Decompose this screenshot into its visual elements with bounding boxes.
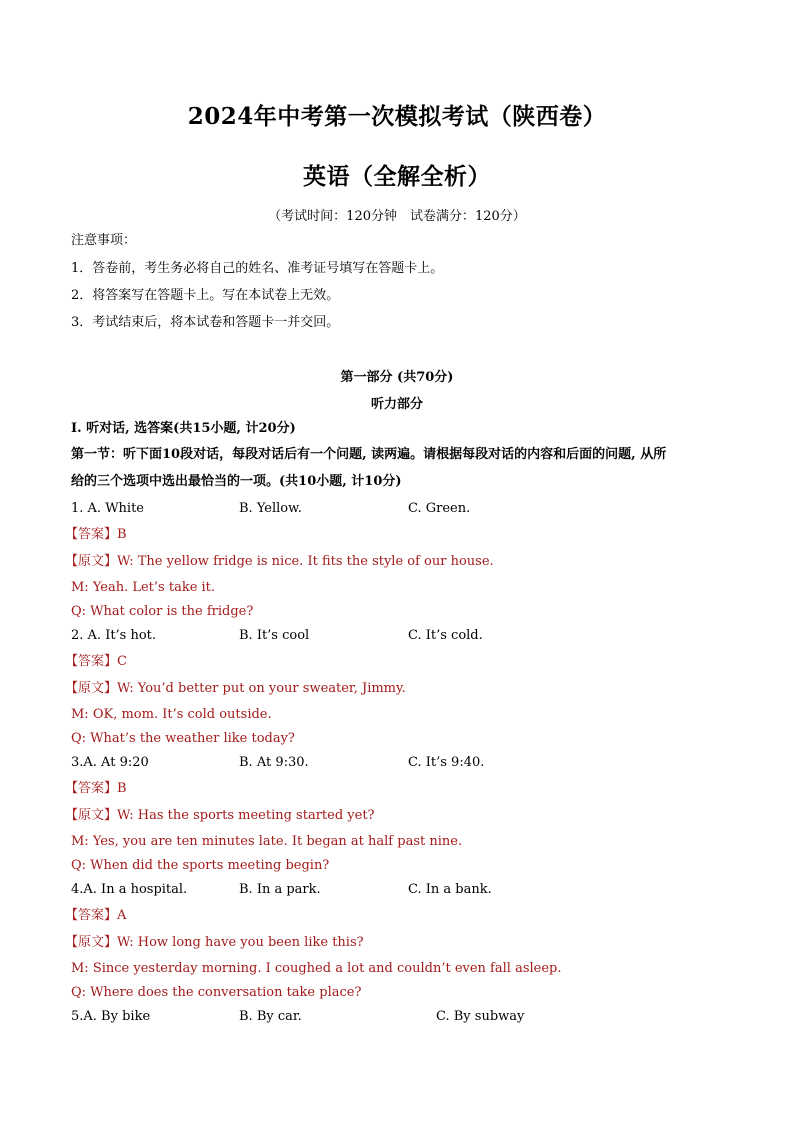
section-instruction-2: 给的三个选项中选出最恰当的一项。(共10小题, 计10分) <box>71 474 402 489</box>
q4-option-b: B. In a park. <box>239 882 321 897</box>
q1-transcript-w <box>65 554 494 570</box>
transcript-label: 【原文】 <box>65 554 118 569</box>
q4-transcript-w-text: W: How long have you been like this? <box>117 935 364 950</box>
q2-option-c: C. It’s cold. <box>408 628 483 643</box>
q1-option-b: B. Yellow. <box>239 501 302 516</box>
q1-transcript-w-text: W: The yellow fridge is nice. It fits the style of our house. <box>117 554 494 569</box>
exam-title: 2024年中考第一次模拟考试（陕西卷） <box>187 103 607 130</box>
q5-option-a: 5.A. By bike <box>71 1009 151 1024</box>
q3-transcript-w <box>65 808 375 824</box>
transcript-label: 【原文】 <box>65 808 118 823</box>
q3-transcript-m: M: Yes, you are ten minutes late. It began at half past nine. <box>71 834 463 849</box>
part-subtitle: 听力部分 <box>370 397 423 412</box>
note-item-1: 1．答卷前，考生务必将自己的姓名、准考证号填写在答题卡上。 <box>71 261 444 276</box>
answer-label: 【答案】 <box>65 654 118 669</box>
q1-option-c: C. Green. <box>408 501 471 516</box>
transcript-label: 【原文】 <box>65 681 118 696</box>
notes-heading: 注意事项： <box>71 233 137 248</box>
answer-label: 【答案】 <box>65 908 118 923</box>
subject-title: 英语（全解全析） <box>303 163 491 190</box>
q4-answer <box>65 908 127 924</box>
q1-option-a: 1. A. White <box>71 501 144 516</box>
section-heading: I. 听对话, 选答案(共15小题, 计20分) <box>71 421 296 436</box>
q5-option-b: B. By car. <box>239 1009 302 1024</box>
note-item-2: 2．将答案写在答题卡上。写在本试卷上无效。 <box>71 288 340 303</box>
q1-transcript-m: M: Yeah. Let’s take it. <box>71 580 216 595</box>
q3-option-c: C. It’s 9:40. <box>408 755 485 770</box>
q4-option-a: 4.A. In a hospital. <box>71 882 188 897</box>
q2-option-a: 2. A. It’s hot. <box>71 628 157 643</box>
q1-answer <box>65 527 127 543</box>
part-title: 第一部分 (共70分) <box>340 370 454 385</box>
q3-answer-value: B <box>117 781 127 796</box>
exam-info: （考试时间：120分钟 试卷满分：120分） <box>268 209 526 224</box>
q3-option-a: 3.A. At 9:20 <box>71 755 149 770</box>
q2-transcript-q: Q: What’s the weather like today? <box>71 731 295 746</box>
note-item-3: 3．考试结束后，将本试卷和答题卡一并交回。 <box>71 315 340 330</box>
q1-answer-value: B <box>117 527 127 542</box>
q2-answer-value: C <box>117 654 127 669</box>
q4-transcript-m: M: Since yesterday morning. I coughed a lot and couldn’t even fall asleep. <box>71 961 562 976</box>
q4-option-c: C. In a bank. <box>408 882 492 897</box>
transcript-label: 【原文】 <box>65 935 118 950</box>
q5-option-c: C. By subway <box>436 1009 525 1024</box>
section-instruction-1: 第一节：听下面10段对话，每段对话后有一个问题, 读两遍。请根据每段对话的内容和后面的问题, 从所 <box>71 447 667 462</box>
q2-answer <box>65 654 127 670</box>
q4-transcript-w <box>65 935 364 951</box>
answer-label: 【答案】 <box>65 527 118 542</box>
q2-transcript-w-text: W: You’d better put on your sweater, Jimmy. <box>117 681 406 696</box>
answer-label: 【答案】 <box>65 781 118 796</box>
q2-transcript-w <box>65 681 406 697</box>
q4-answer-value: A <box>117 908 127 923</box>
q3-transcript-q: Q: When did the sports meeting begin? <box>71 858 330 873</box>
q1-transcript-q: Q: What color is the fridge? <box>71 604 254 619</box>
q3-option-b: B. At 9:30. <box>239 755 309 770</box>
q4-transcript-q: Q: Where does the conversation take place? <box>71 985 362 1000</box>
q3-answer <box>65 781 127 797</box>
q2-option-b: B. It’s cool <box>239 628 310 643</box>
q2-transcript-m: M: OK, mom. It’s cold outside. <box>71 707 272 722</box>
q3-transcript-w-text: W: Has the sports meeting started yet? <box>117 808 375 823</box>
